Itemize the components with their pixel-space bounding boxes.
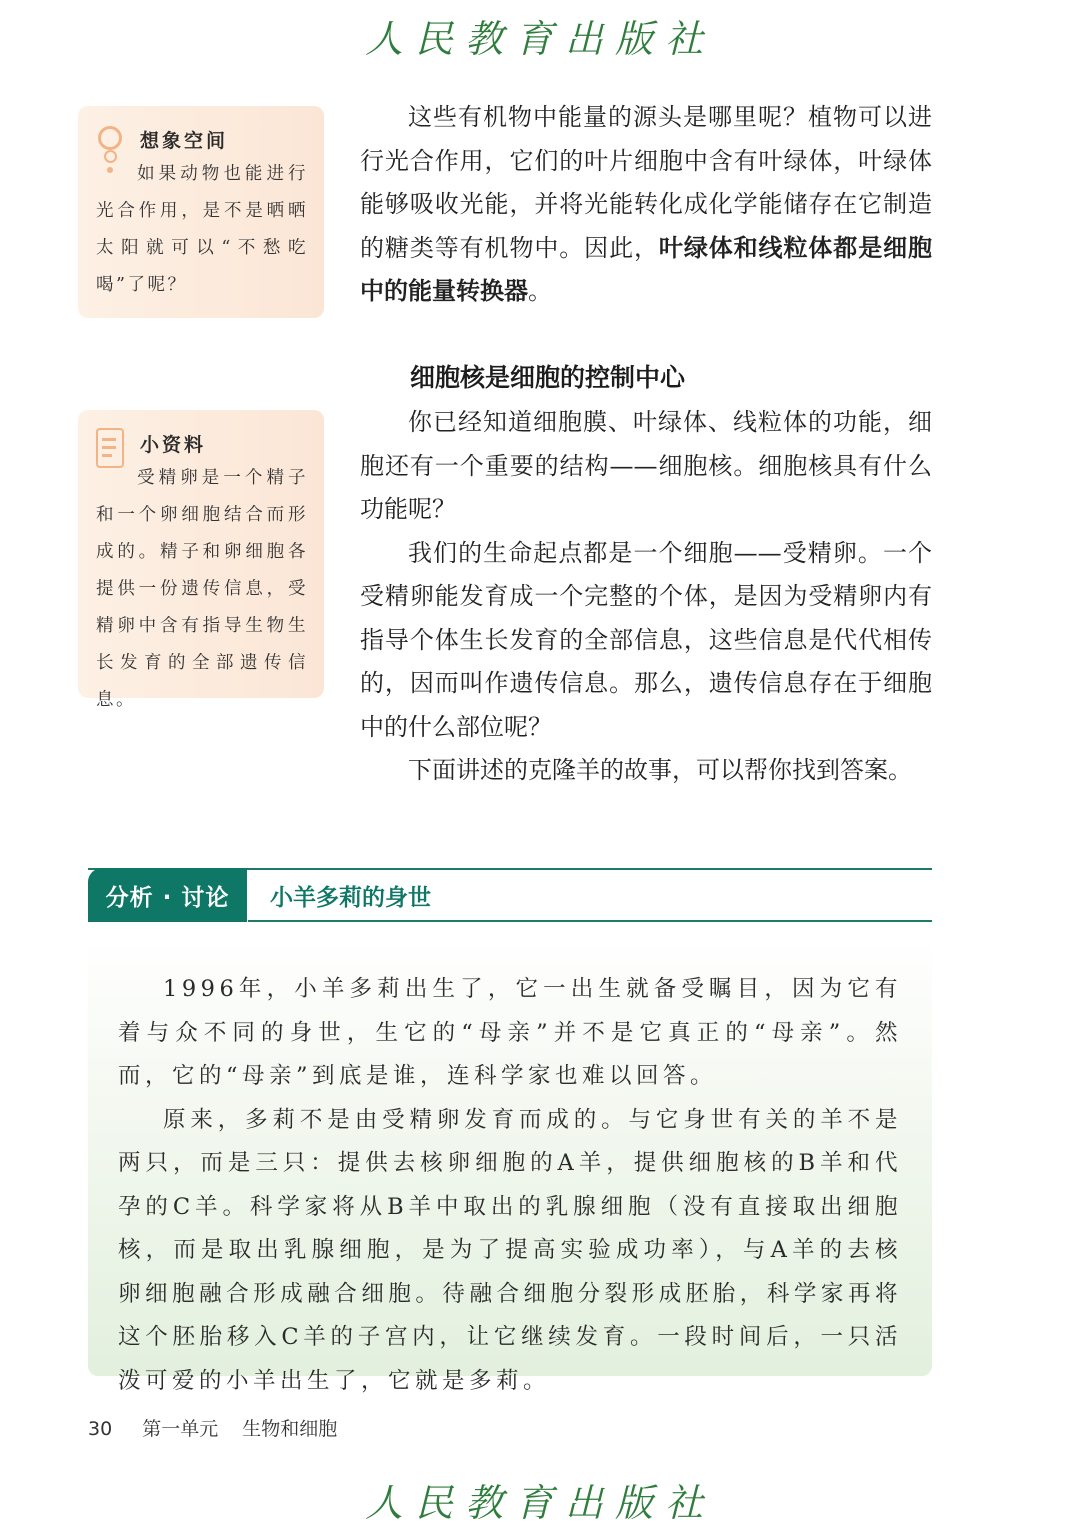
sidenote-imagine-title: 想象空间 bbox=[140, 129, 229, 152]
analysis-paragraph-2: 原来，多莉不是由受精卵发育而成的。与它身世有关的羊不是两只，而是三只：提供去核卵细胞的A羊，提供细胞核的B羊和代孕的C羊。科学家将从B羊中取出的乳腺细胞（没有直接取出细胞核，而是取出乳腺细胞，是为了提高实验成功率），与A羊的去核卵细胞融合形成融合细胞。待融合细胞分裂形成胚胎，科学家再将这个胚胎移入C羊的子宫内，让它继续发育。一段时间后，一只活泼可爱的小羊出生了，它就是多莉。 bbox=[118, 1106, 902, 1394]
energy-text: 这些有机物中能量的源头是哪里呢？植物可以进行光合作用，它们的叶片细胞中含有叶绿体，叶绿体能够吸收光能，并将光能转化成化学能储存在它制造的糖类等有机物中。因此， bbox=[360, 103, 932, 262]
sidenote-info bbox=[78, 410, 324, 710]
analysis-header bbox=[88, 868, 932, 922]
energy-bold-conclusion: 叶绿体和线粒体都是细胞中的能量转换器 bbox=[360, 233, 933, 305]
page-number: 30 bbox=[88, 1418, 113, 1440]
page-footer bbox=[88, 1414, 337, 1441]
footer-chapter: 生物和细胞 bbox=[242, 1418, 338, 1440]
main-nucleus-text bbox=[360, 401, 932, 793]
analysis-title: 小羊多莉的身世 bbox=[270, 884, 431, 911]
sidenote-imagine bbox=[78, 106, 324, 318]
document-icon bbox=[96, 428, 126, 462]
publisher-watermark-top: 人民教育出版社 bbox=[364, 17, 715, 61]
sidenote-info-body: 受精卵是一个精子和一个卵细胞结合而形成的。精子和卵细胞各提供一份遗传信息，受精卵中含有指导生物生长发育的全部遗传信息。 bbox=[96, 468, 308, 710]
analysis-paragraph-1: 1996年，小羊多莉出生了，它一出生就备受瞩目，因为它有着与众不同的身世，生它的“母亲”并不是它真正的“母亲”。然而，它的“母亲”到底是谁，连科学家也难以回答。 bbox=[118, 976, 902, 1089]
paragraph-fertilized-egg: 我们的生命起点都是一个细胞——受精卵。一个受精卵能发育成一个完整的个体，是因为受精卵内有指导个体生长发育的全部信息，这些信息是代代相传的，因而叫作遗传信息。那么，遗传信息存在于细胞中的什么部位呢？ bbox=[360, 538, 932, 741]
paragraph-nucleus-function: 你已经知道细胞膜、叶绿体、线粒体的功能，细胞还有一个重要的结构——细胞核。细胞核具有什么功能呢？ bbox=[360, 408, 932, 523]
sidenote-imagine-body: 如果动物也能进行光合作用，是不是晒晒太阳就可以“不愁吃喝”了呢？ bbox=[96, 164, 308, 295]
analysis-box bbox=[88, 938, 932, 1394]
energy-period: 。 bbox=[528, 277, 552, 305]
sidenote-info-title: 小资料 bbox=[140, 433, 207, 456]
publisher-watermark-bottom: 人民教育出版社 bbox=[364, 1481, 715, 1525]
thought-bubble-icon bbox=[96, 124, 126, 158]
main-paragraph-energy bbox=[360, 96, 932, 314]
footer-unit: 第一单元 bbox=[142, 1418, 219, 1440]
analysis-badge: 分析 · 讨论 bbox=[88, 868, 247, 922]
section-title-nucleus: 细胞核是细胞的控制中心 bbox=[410, 363, 686, 392]
paragraph-clone-intro: 下面讲述的克隆羊的故事，可以帮你找到答案。 bbox=[408, 756, 912, 784]
